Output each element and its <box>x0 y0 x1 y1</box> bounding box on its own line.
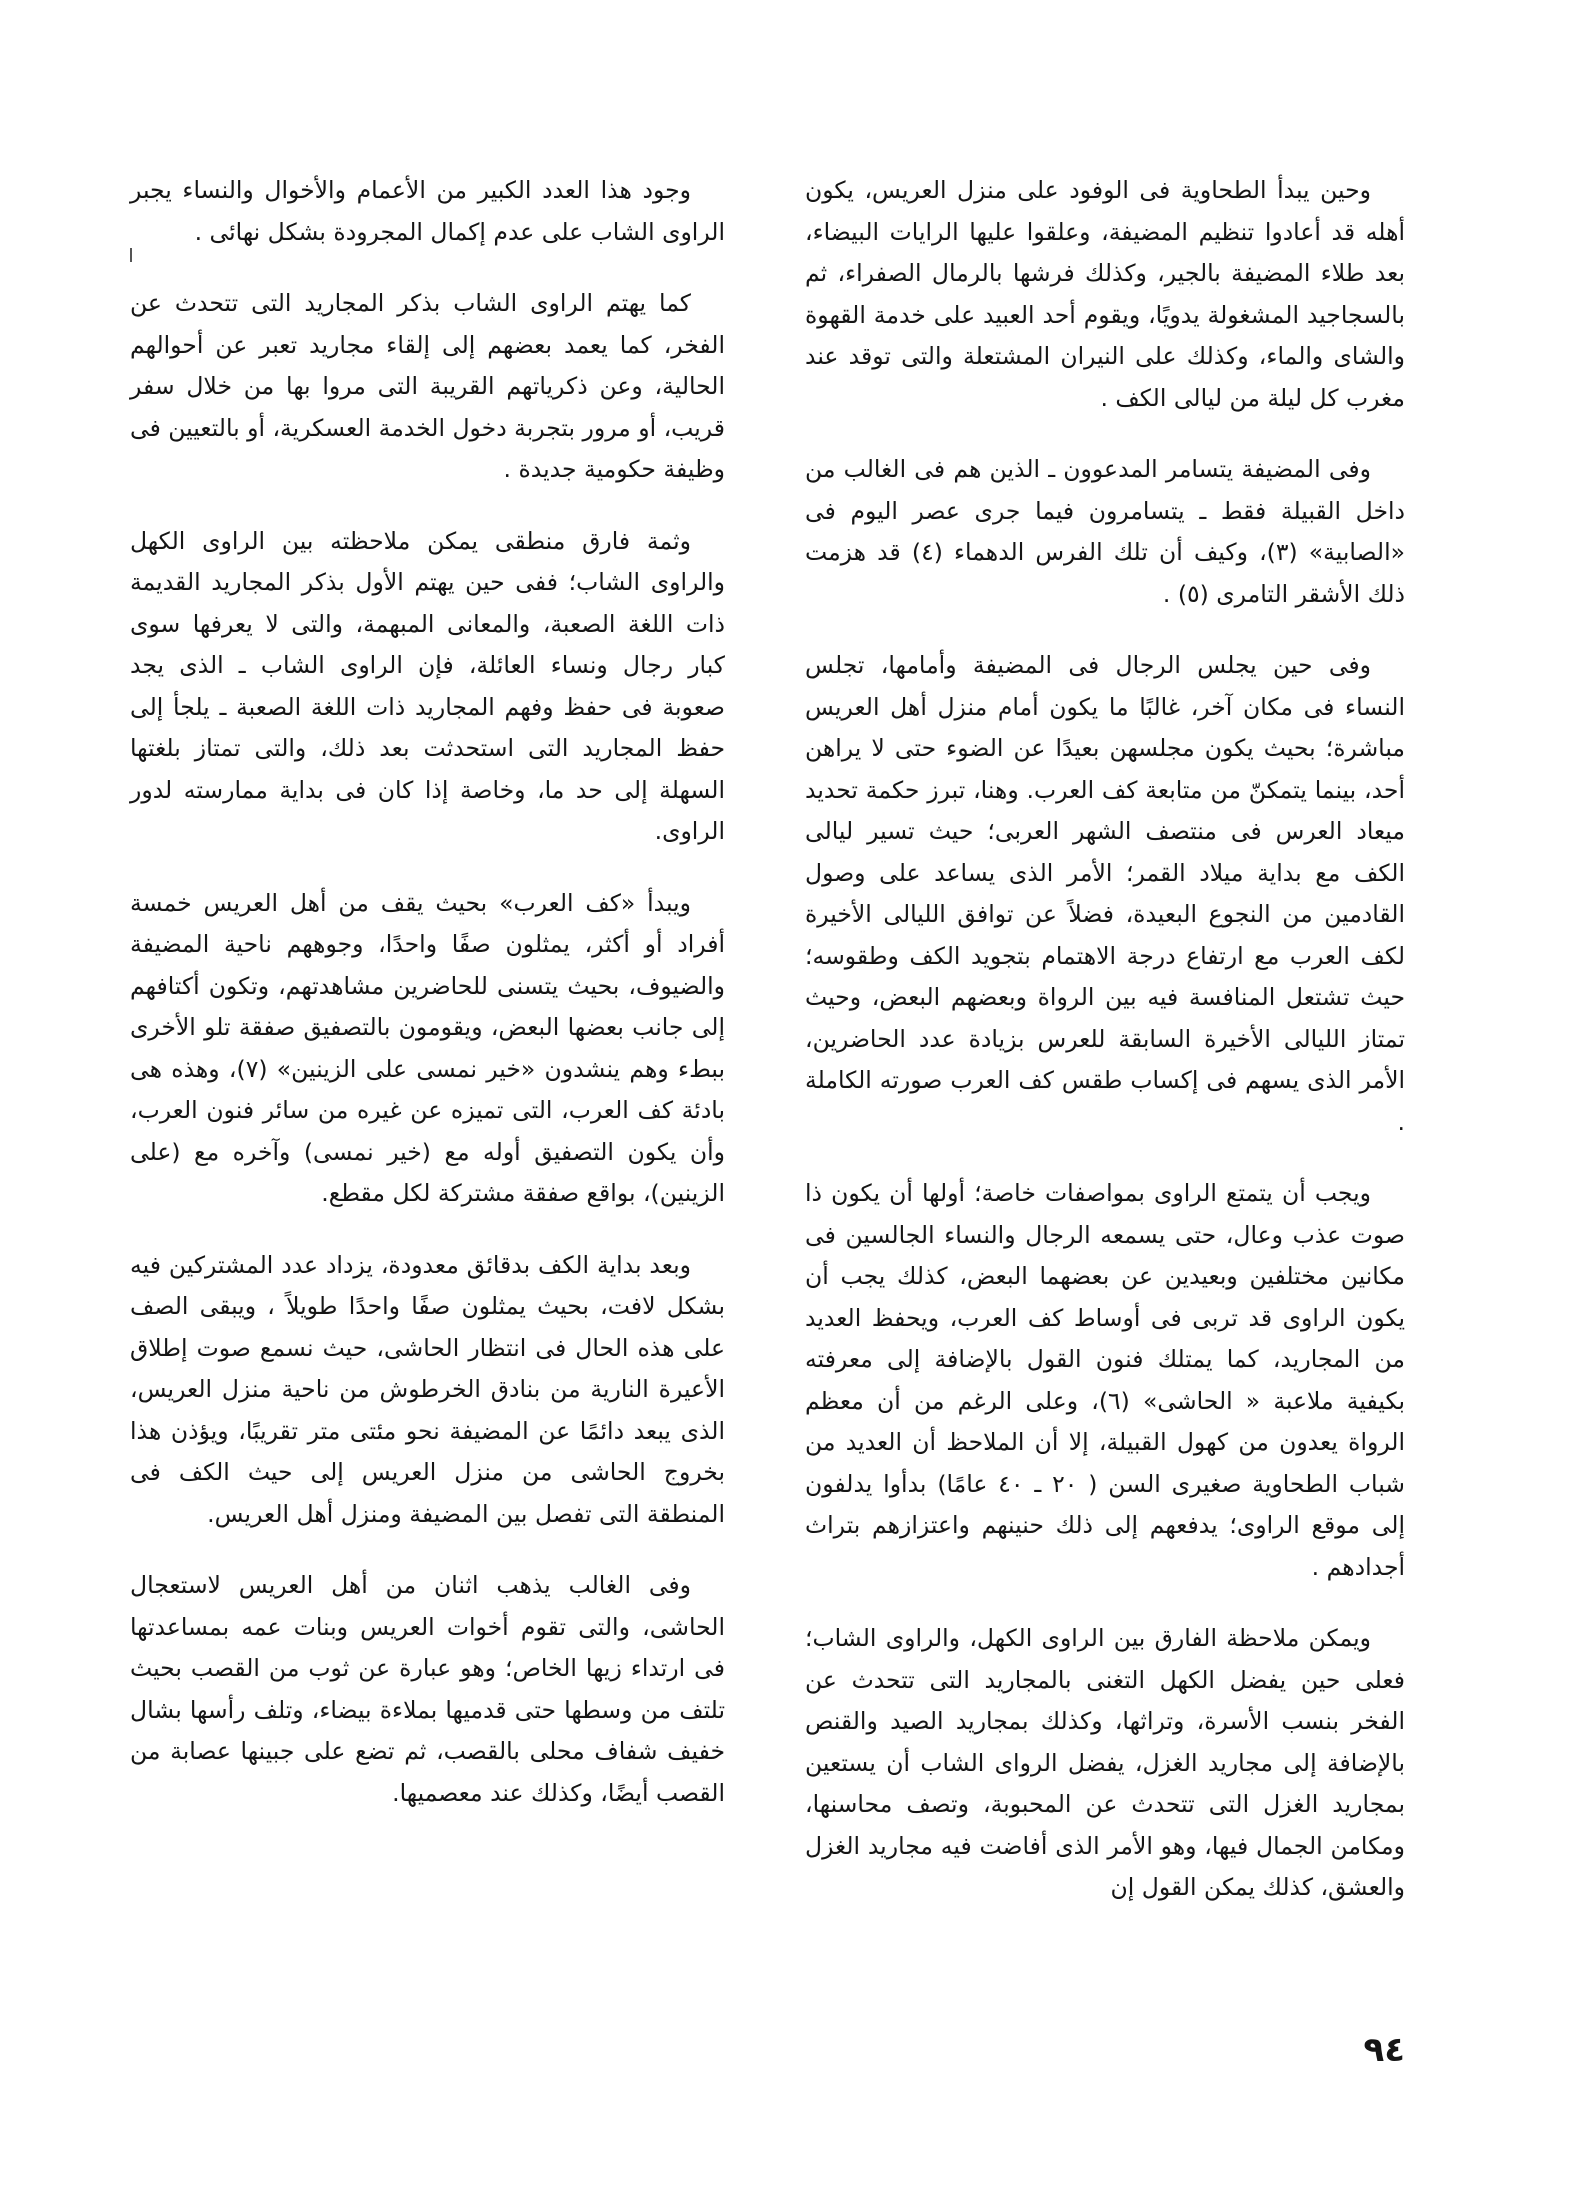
paragraph: كما يهتم الراوى الشاب بذكر المجاريد التى تتحدث عن الفخر، كما يعمد بعضهم إلى إلقاء مجاريد تعبر عن أحوالهم الحالية، وعن ذكرياتهم القريبة التى مروا بها من خلال سفر قريب، أو مرور بتجربة دخول الخدمة العسكرية، أو بالتعيين فى وظيفة حكومية جديدة . <box>130 289 725 483</box>
paragraph: وبعد بداية الكف بدقائق معدودة، يزداد عدد المشتركين فيه بشكل لافت، بحيث يمثلون صفًا واحدًا طويلاً ، ويبقى الصف على هذه الحال فى انتظار الحاشى، حيث نسمع صوت إطلاق الأعيرة النارية من بنادق الخرطوش من ناحية منزل العريس، الذى يبعد دائمًا عن المضيفة نحو مئتى متر تقريبًا، ويؤذن هذا بخروج الحاشى من منزل العريس إلى حيث الكف فى المنطقة التى تفصل بين المضيفة ومنزل أهل العريس. <box>130 1250 725 1528</box>
paragraph: وفى الغالب يذهب اثنان من أهل العريس لاستعجال الحاشى، والتى تقوم أخوات العريس وبنات عمه بمساعدتها فى ارتداء زيها الخاص؛ وهو عبارة عن ثوب من القصب بحيث تلتف من وسطها حتى قدميها بملاءة بيضاء، وتلف رأسها بشال خفيف شفاف محلى بالقصب، ثم تضع على جبينها عصابة من القصب أيضًا، وكذلك عند معصميها. <box>130 1571 725 1807</box>
paragraph: وجود هذا العدد الكبير من الأعمام والأخوال والنساء يجبر الراوى الشاب على عدم إكمال المجرودة بشكل نهائى . <box>130 176 725 246</box>
paragraph: وفى المضيفة يتسامر المدعوون ـ الذين هم فى الغالب من داخل القبيلة فقط ـ يتسامرون فيما جرى عصر اليوم فى «الصابية» (٣)، وكيف أن تلك الفرس الدهماء (٤) قد هزمت ذلك الأشقر التامرى (٥) . <box>805 455 1405 608</box>
paragraph: ويبدأ «كف العرب» بحيث يقف من أهل العريس خمسة أفراد أو أكثر، يمثلون صفًا واحدًا، وجوههم ناحية المضيفة والضيوف، بحيث يتسنى للحاضرين مشاهدتهم، وتكون أكتافهم إلى جانب بعضها البعض، ويقومون بالتصفيق صفقة تلو الأخرى ببطء وهم ينشدون «خير نمسى على الزينين» (٧)، وهذه هى بادئة كف العرب، التى تميزه عن غيره من سائر فنون العرب، وأن يكون التصفيق أوله مع (خير نمسى) وآخره مع (على الزينين)، بواقع صفقة مشتركة لكل مقطع. <box>130 888 726 1207</box>
left-column <box>130 170 725 1814</box>
scan-mark <box>130 248 132 262</box>
paragraph: ويجب أن يتمتع الراوى بمواصفات خاصة؛ أولها أن يكون ذا صوت عذب وعال، حتى يسمعه الرجال والنساء الجالسين فى مكانين مختلفين وبعيدين عن بعضهما البعض، كذلك يجب أن يكون الراوى قد تربى فى أوساط كف العرب، ويحفظ العديد من المجاريد، كما يمتلك فنون القول بالإضافة إلى معرفته بكيفية ملاعبة « الحاشى» (٦)، وعلى الرغم من أن معظم الرواة يعدون من كهول القبيلة، إلا أن الملاحظ أن العديد من شباب الطحاوية صغيرى السن ( ٢٠ ـ ٤٠ عامًا) بدأوا يدلفون إلى موقع الراوى؛ يدفعهم إلى ذلك حنينهم واعتزازهم بتراث أجدادهم . <box>805 1179 1405 1581</box>
paragraph: وثمة فارق منطقى يمكن ملاحظته بين الراوى الكهل والراوى الشاب؛ ففى حين يهتم الأول بذكر المجاريد القديمة ذات اللغة الصعبة، والمعانى المبهمة، والتى لا يعرفها سوى كبار رجال ونساء العائلة، فإن الراوى الشاب ـ الذى يجد صعوبة فى حفظ وفهم المجاريد ذات اللغة الصعبة ـ يلجأ إلى حفظ المجاريد التى استحدثت بعد ذلك، والتى تمتاز بلغتها السهلة إلى حد ما، وخاصة إذا كان فى بداية ممارسته لدور الراوى. <box>130 526 725 845</box>
page-number: ٩٤ <box>1363 2030 1405 2070</box>
paragraph: ويمكن ملاحظة الفارق بين الراوى الكهل، والراوى الشاب؛ فعلى حين يفضل الكهل التغنى بالمجاريد التى تتحدث عن الفخر بنسب الأسرة، وتراثها، وكذلك بمجاريد الصيد والقنص بالإضافة إلى مجاريد الغزل، يفضل الرواى الشاب أن يستعين بمجاريد الغزل التى تتحدث عن المحبوبة، وتصف محاسنها، ومكامن الجمال فيها، وهو الأمر الذى أفاضت فيه مجاريد الغزل والعشق، كذلك يمكن القول إن <box>805 1624 1405 1901</box>
right-column <box>805 170 1405 1909</box>
paragraph: وحين يبدأ الطحاوية فى الوفود على منزل العريس، يكون أهله قد أعادوا تنظيم المضيفة، وعلقوا عليها الرايات البيضاء، بعد طلاء المضيفة بالجير، وكذلك فرشها بالرمال الصفراء، ثم بالسجاجيد المشغولة يدويًا، ويقوم أحد العبيد على خدمة القهوة والشاى والماء، وكذلك على النيران المشتعلة والتى توقد عند مغرب كل ليلة من ليالى الكف . <box>805 176 1405 412</box>
paragraph: وفى حين يجلس الرجال فى المضيفة وأمامها، تجلس النساء فى مكان آخر، غالبًا ما يكون أمام منزل أهل العريس مباشرة؛ بحيث يكون مجلسهن بعيدًا عن الضوء حتى لا يراهن أحد، بينما يتمكنّ من متابعة كف العرب. وهنا، تبرز حكمة تحديد ميعاد العرس فى منتصف الشهر العربى؛ حيث تسير ليالى الكف مع بداية ميلاد القمر؛ الأمر الذى يساعد على وصول القادمين من النجوع البعيدة، فضلاً عن توافق الليالى الأخيرة لكف العرب مع ارتفاع درجة الاهتمام بتجويد الكف وطقوسه؛ حيث تشتعل المنافسة فيه بين الرواة وبعضهم البعض، وحيث تمتاز الليالى الأخيرة السابقة للعرس بزيادة عدد الحاضرين، الأمر الذى يسهم فى إكساب طقس كف العرب صورته الكاملة . <box>805 651 1405 1136</box>
